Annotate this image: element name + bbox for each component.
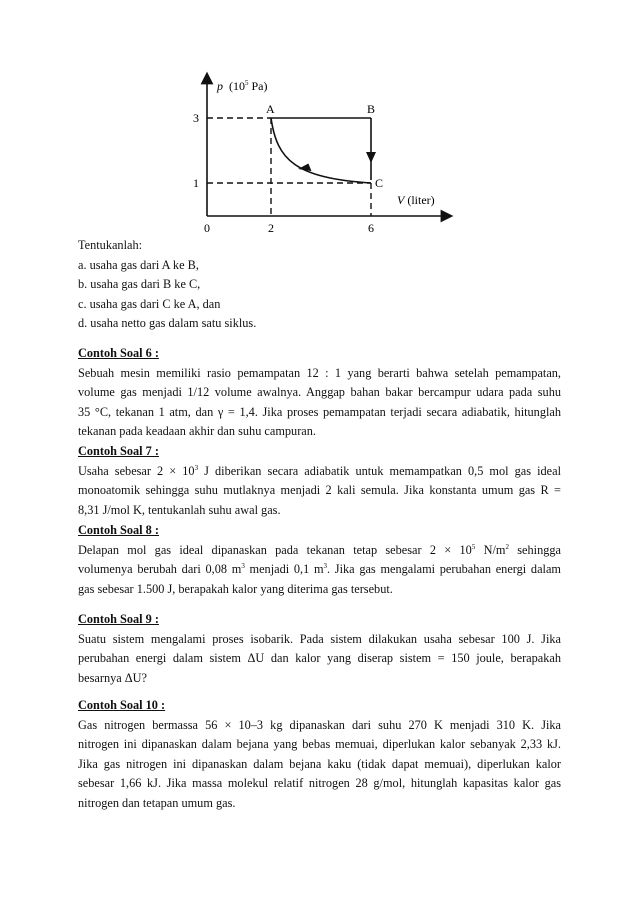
example-10-line: nitrogen dan tetapan umum gas. [78,795,236,810]
x-axis-label: V (liter) [397,193,435,207]
example-6 [78,344,561,442]
y-axis-label: p ($10^5$ Pa) [217,79,268,93]
example-6-line: Sebuah mesin memiliki rasio pemampatan 12 : 1 yang berarti bahwa setelah pemampatan, [78,365,561,380]
task-item: a. usaha gas dari A ke B, [78,257,199,272]
x-tick-6: 6 [368,221,374,235]
task-item: b. usaha gas dari B ke C, [78,277,201,292]
example-8-line: volumenya berubah dari 0,08 $m^3$ menjadi 0,1 $m^3$. Jika gas mengalami perubahan energi dalam [78,562,561,577]
example-9 [78,610,561,688]
pv-diagram [185,68,455,236]
y-tick-1: 1 [193,176,199,190]
example-10-line: Jika gas nitrogen ini dipanaskan dalam bejana kaku (tidak dapat memuai), diperlukan kalor [78,756,561,771]
example-7-title: Contoh Soal 7 : [78,444,159,458]
task-list [78,236,561,334]
task-item: c. usaha gas dari C ke A, dan [78,296,221,311]
example-10 [78,696,561,814]
example-6-line: volume gas menjadi 1/12 volume awalnya. Anggap bahan bakar bercampur udara pada suhu [78,385,561,400]
example-6-line: tekanan pada keadaan akhir dan suhu campuran. [78,424,316,439]
task-item: d. usaha netto gas dalam satu siklus. [78,316,257,331]
example-9-line: perubahan energi dalam sistem ΔU dan kalor yang diserap sistem = 150 joule, berapakah [78,651,561,666]
example-9-line: Suatu sistem mengalami proses isobarik. Pada sistem dilakukan usaha sebesar 100 J. Jika [78,631,561,646]
example-7 [78,442,561,520]
example-6-line: 35 °C, tekanan 1 atm, dan γ = 1,4. Jika proses pemampatan terjadi secara adiabatik, hitunglah [78,404,561,419]
y-tick-3: 3 [193,111,199,125]
x-tick-0: 0 [204,221,210,235]
task-intro: Tentukanlah: [78,238,143,252]
example-10-line: sebesar 1,66 kJ. Jika massa molekul relatif nitrogen 28 g/mol, hitunglah kapasitas kalor gas [78,776,561,791]
process-c-a [271,118,371,183]
example-7-line: 8,31 J/mol K, tentukanlah suhu awal gas. [78,502,281,517]
example-7-line: monoatomik sehingga suhu mutlaknya menjadi 2 kali semula. Jika konstanta umum gas R = [78,483,561,498]
example-8-line: gas sebesar 1.500 J, berapakah kalor yang diterima gas tersebut. [78,581,393,596]
point-label-a: A [266,102,275,116]
point-label-c: C [375,176,384,190]
example-9-title: Contoh Soal 9 : [78,612,159,626]
example-8-title: Contoh Soal 8 : [78,523,159,537]
example-8 [78,521,561,599]
example-6-title: Contoh Soal 6 : [78,346,159,360]
example-10-title: Contoh Soal 10 : [78,698,166,712]
point-label-b: B [367,102,376,116]
example-7-line: Usaha sebesar $2 \times 10^3$ J diberikan secara adiabatik untuk memampatkan 0,5 mol gas ideal [78,463,561,478]
example-9-line: besarnya ΔU? [78,670,148,685]
example-8-line: Delapan mol gas ideal dipanaskan pada tekanan tetap sebesar $2 \times 10^5$ $N/m^2$ sehingga [78,542,561,557]
arrow-b-c [366,152,376,163]
x-tick-2: 2 [268,221,274,235]
example-10-line: nitrogen ini dipanaskan dalam bejana yang bebas memuai, diperlukan kalor sebanyak 2,33 kJ. [78,737,561,752]
example-10-line: Gas nitrogen bermassa 56 × 10–3 kg dipanaskan dari suhu 270 K menjadi 310 K. Jika [78,717,561,732]
